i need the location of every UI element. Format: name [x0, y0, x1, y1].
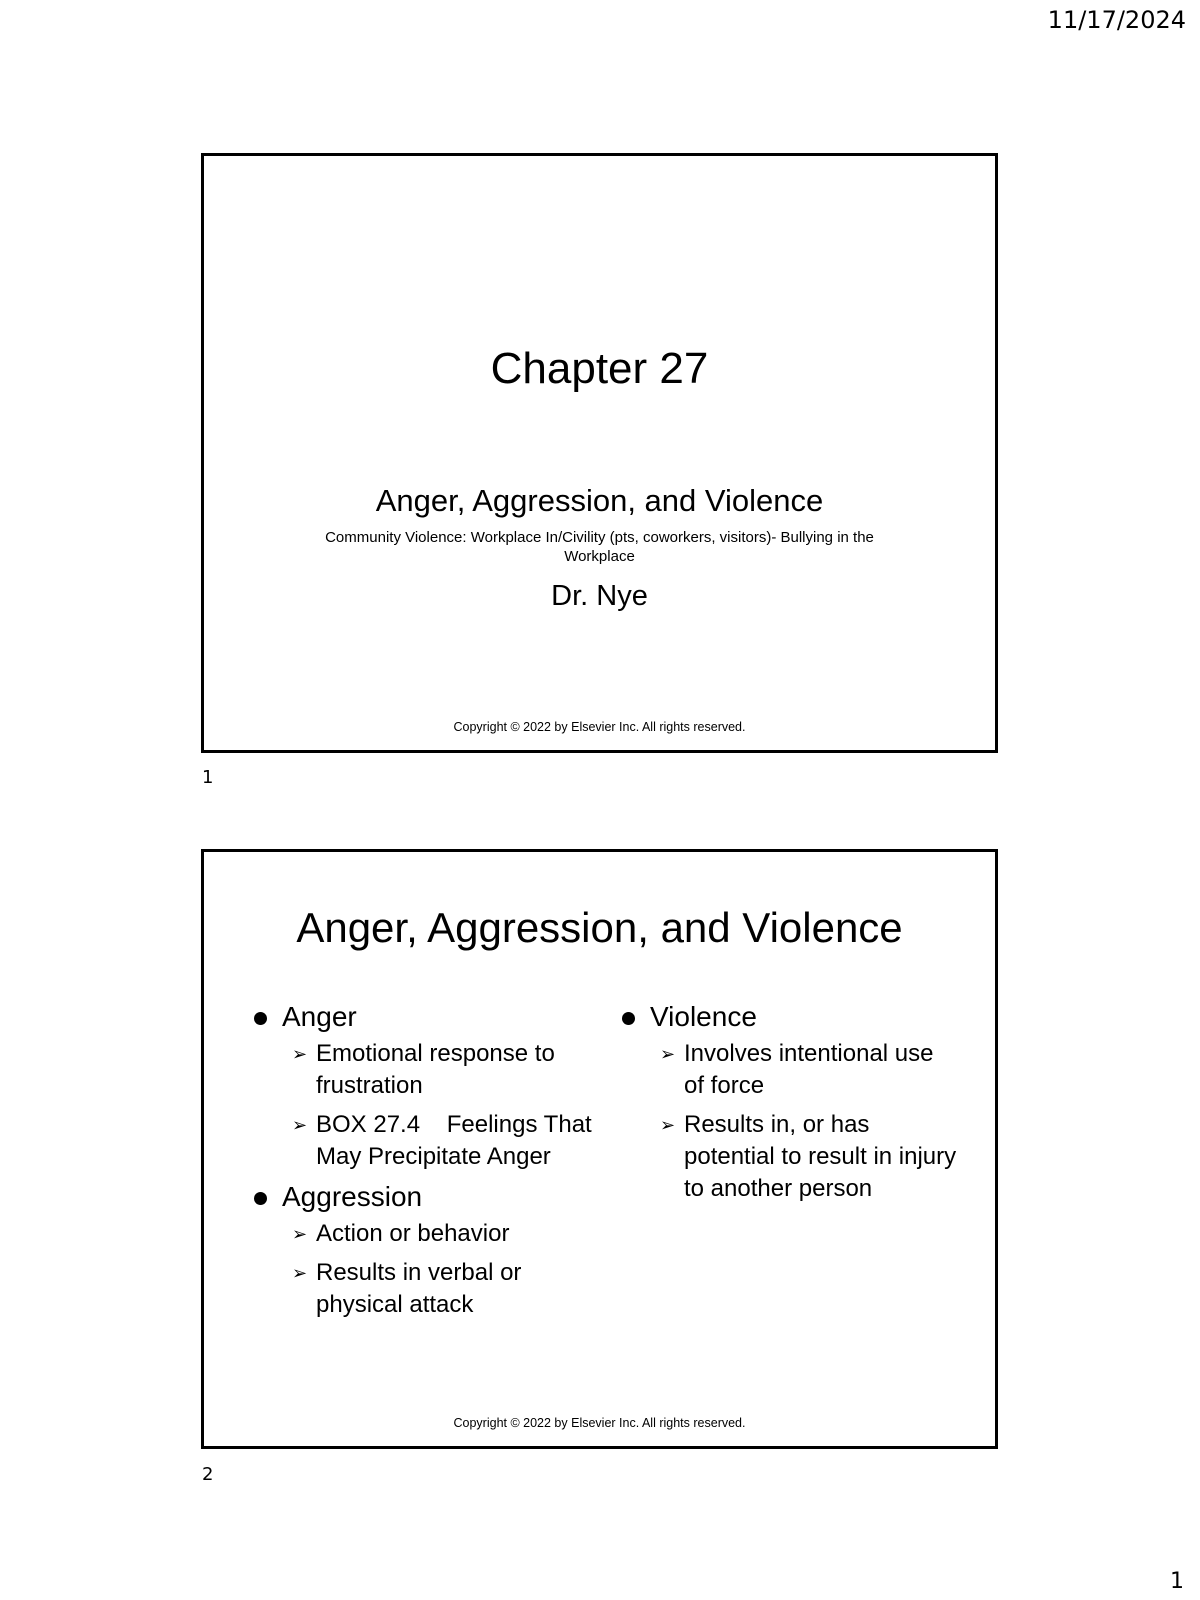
bullet-dot-icon — [254, 1192, 267, 1205]
arrow-bullet-icon: ➢ — [292, 1115, 308, 1135]
sub-bullet-text: BOX 27.4 Feelings That May Precipitate Anger — [316, 1111, 599, 1170]
arrow-bullet-icon: ➢ — [660, 1115, 676, 1135]
left-column — [252, 1000, 599, 1328]
slide-description: Community Violence: Workplace In/Civility (pts, coworkers, visitors)- Bullying in the Workplace — [325, 529, 874, 565]
slide-number: 2 — [202, 1464, 214, 1485]
slide-title: Anger, Aggression, and Violence — [296, 904, 903, 951]
print-date: 11/17/2024 — [1047, 6, 1186, 34]
slide-subtitle: Anger, Aggression, and Violence — [375, 483, 824, 518]
arrow-bullet-icon: ➢ — [292, 1224, 308, 1244]
sub-bullet-text: Involves intentional use of force — [684, 1040, 934, 1099]
right-column — [620, 1000, 960, 1212]
sub-bullet-text: Emotional response to frustration — [316, 1040, 555, 1099]
bullet-item — [620, 1000, 960, 1034]
page-number: 1 — [1170, 1569, 1184, 1594]
bullet-dot-icon — [622, 1012, 635, 1025]
bullet-item — [252, 1180, 592, 1214]
sub-bullet-item — [252, 1109, 599, 1173]
slide-2 — [201, 849, 998, 1449]
bullet-item — [252, 1000, 592, 1034]
sub-bullet-item — [252, 1218, 592, 1250]
sub-bullet-text: Results in verbal or physical attack — [316, 1259, 522, 1318]
copyright-notice: Copyright © 2022 by Elsevier Inc. All rights reserved. — [453, 720, 746, 734]
bullet-text: Anger — [282, 1001, 357, 1032]
copyright-notice: Copyright © 2022 by Elsevier Inc. All rights reserved. — [453, 1416, 746, 1430]
slide-author: Dr. Nye — [551, 580, 648, 612]
bullet-text: Violence — [650, 1001, 757, 1032]
slide-title: Chapter 27 — [490, 344, 709, 393]
bullet-dot-icon — [254, 1012, 267, 1025]
arrow-bullet-icon: ➢ — [292, 1263, 308, 1283]
sub-bullet-text: Action or behavior — [316, 1220, 510, 1247]
sub-bullet-item — [252, 1257, 592, 1321]
sub-bullet-item — [620, 1038, 960, 1102]
sub-bullet-item — [252, 1038, 592, 1102]
arrow-bullet-icon: ➢ — [292, 1044, 308, 1064]
bullet-text: Aggression — [282, 1181, 423, 1212]
slide-1 — [201, 153, 998, 753]
arrow-bullet-icon: ➢ — [660, 1044, 676, 1064]
slide-number: 1 — [202, 767, 214, 788]
sub-bullet-item — [620, 1109, 960, 1205]
sub-bullet-text: Results in, or has potential to result in injury to another person — [684, 1111, 957, 1202]
